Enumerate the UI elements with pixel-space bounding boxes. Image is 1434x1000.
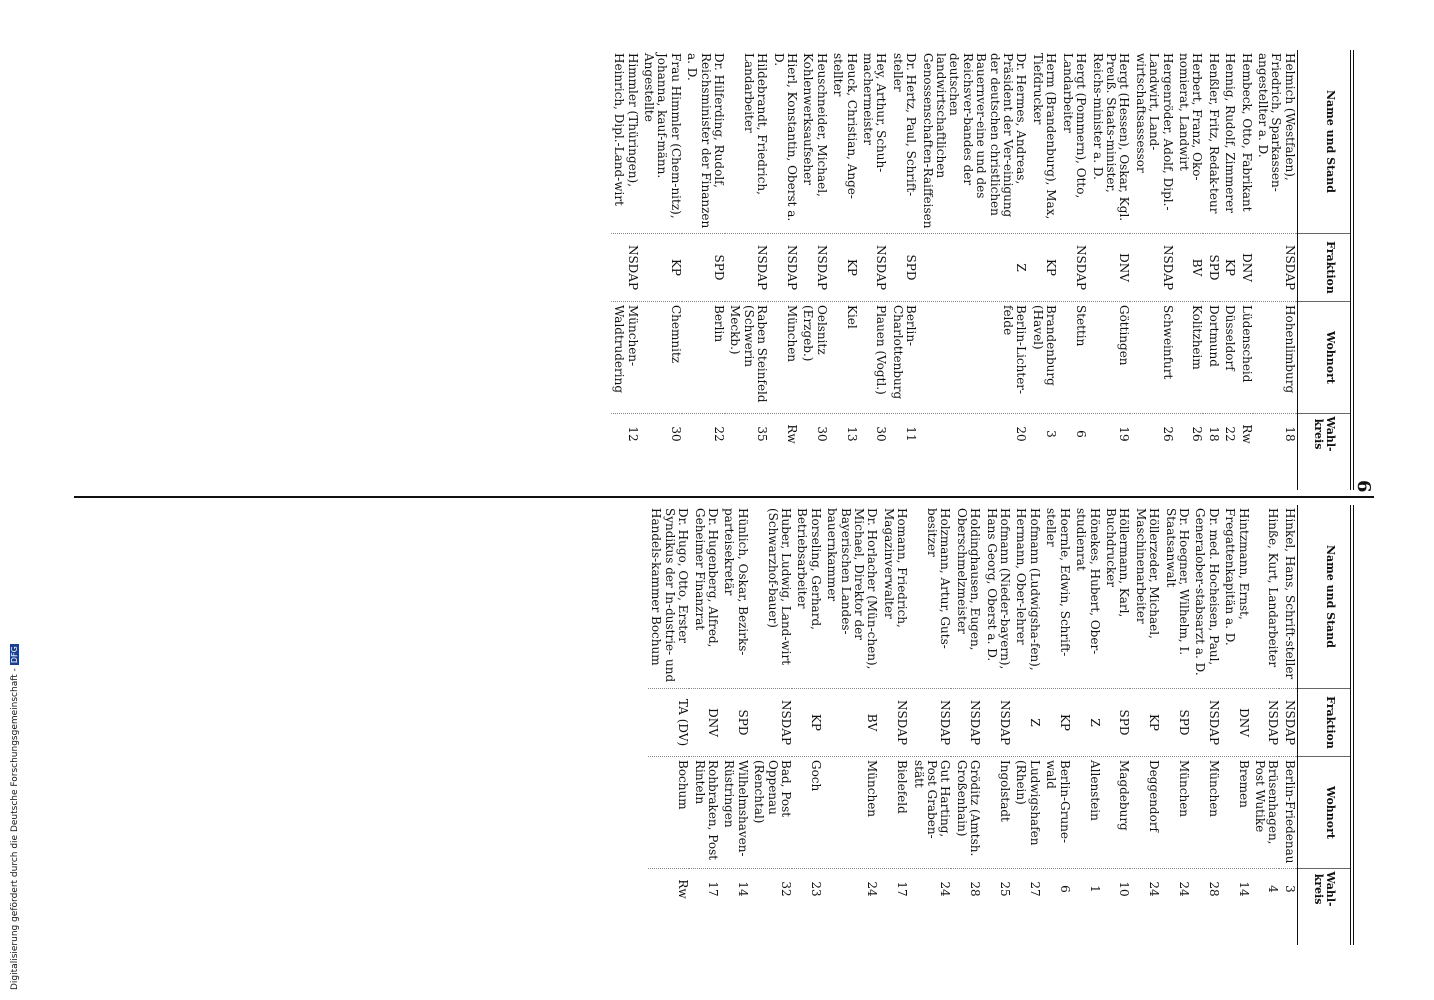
table-row: [1103, 505, 1132, 945]
member-wohnort: Düsseldorf: [1222, 302, 1237, 414]
member-wahlkreis: 24: [938, 881, 953, 897]
member-name: Hönekes, Hubert, Ober-studienrat: [1073, 505, 1102, 689]
header-wahlkreis: Wahl-kreis: [1311, 416, 1337, 452]
member-fraktion: DNV: [1222, 689, 1251, 757]
table-row: [1238, 50, 1253, 490]
member-fraktion: NSDAP: [860, 234, 889, 302]
right-table-header: [1298, 505, 1350, 945]
member-wahlkreis: 13: [844, 426, 859, 442]
table-row: [1073, 505, 1102, 945]
member-wohnort: Berlin-Friedenau: [1281, 757, 1296, 869]
member-wahlkreis: 19: [1117, 426, 1132, 442]
member-name: Hembeck, Otto, Fabrikant: [1238, 50, 1253, 234]
member-wahlkreis: 22: [1223, 426, 1238, 442]
table-row: [800, 50, 829, 490]
member-wohnort: Göttingen: [1089, 302, 1131, 414]
member-fraktion: DNV: [1089, 234, 1131, 302]
member-fraktion: NSDAP: [953, 689, 982, 757]
member-wahlkreis: 10: [1117, 881, 1132, 897]
member-fraktion: KP: [1043, 689, 1072, 757]
member-fraktion: NSDAP: [770, 234, 799, 302]
member-wohnort: Chemnitz: [641, 302, 683, 414]
member-name: Herm (Brandenburg), Max, Tiefdrucker: [1030, 50, 1059, 234]
table-row: [1192, 505, 1221, 945]
member-wahlkreis: 24: [1176, 881, 1191, 897]
member-name: Hildebrandt, Friedrich, Landarbeiter: [727, 50, 769, 234]
member-fraktion: NSDAP: [1281, 689, 1296, 757]
member-fraktion: NSDAP: [751, 689, 793, 757]
header-name: Name und Stand: [1298, 505, 1350, 689]
member-wohnort: Allenstein: [1073, 757, 1102, 869]
member-wahlkreis: 6: [1057, 885, 1072, 893]
table-row: [641, 50, 683, 490]
member-fraktion: KP: [830, 234, 859, 302]
member-wahlkreis: 4: [1266, 885, 1281, 893]
member-fraktion: Z: [1013, 689, 1042, 757]
member-fraktion: NSDAP: [1059, 234, 1088, 302]
member-name: Hofmann (Ludwigsha-fen), Hermann, Ober-lehrer: [1013, 505, 1042, 689]
member-name: Hey, Arthur, Schuh-machermeister: [860, 50, 889, 234]
member-wohnort: Ludwigshafen (Rhein): [1013, 757, 1042, 869]
member-name: Helmich (Westfalen), Friedrich, Sparkassen-angestellter a. D.: [1255, 50, 1297, 234]
member-wahlkreis: 14: [735, 881, 750, 897]
member-wohnort: Kolitzheim: [1176, 302, 1205, 414]
table-row: [983, 505, 1012, 945]
table-row: [910, 505, 952, 945]
member-wahlkreis: 20: [1014, 426, 1029, 442]
member-name: Hünlich, Oskar, Bezirks-parteisekretär: [721, 505, 750, 689]
member-name: Hofmann (Nieder-bayern), Hans Georg, Oberst a. D.: [983, 505, 1012, 689]
member-name: Horseling, Gerhard, Betriebsarbeiter: [794, 505, 823, 689]
left-table-body: [611, 50, 1297, 490]
member-wahlkreis: 14: [1236, 881, 1251, 897]
table-row: [824, 505, 880, 945]
member-fraktion: NSDAP: [800, 234, 829, 302]
member-wohnort: Berlin-Lichter-felde: [919, 302, 1028, 414]
member-name: Hennig, Rudolf, Zimmerer: [1222, 50, 1237, 234]
header-fraktion: Fraktion: [1298, 689, 1350, 757]
member-fraktion: SPD: [1205, 234, 1220, 302]
member-wohnort: Schweinfurt: [1132, 302, 1174, 414]
member-wohnort: Raben Steinfeld (Schwerin Meckb.): [727, 302, 769, 414]
member-name: Hierl, Konstantin, Oberst a. D.: [770, 50, 799, 234]
member-wohnort: Brüsenhagen, Post Wutike: [1252, 757, 1281, 869]
member-fraktion: SPD: [1103, 689, 1132, 757]
table-row: [1222, 505, 1251, 945]
member-name: Höllermann, Karl, Buchdrucker: [1103, 505, 1132, 689]
digitization-note: [10, 644, 20, 990]
member-wohnort: München: [1162, 757, 1191, 869]
table-row: [794, 505, 823, 945]
member-fraktion: DNV: [1238, 234, 1253, 302]
member-wahlkreis: 32: [779, 881, 793, 897]
member-wohnort: Brandenburg (Havel): [1030, 302, 1059, 414]
member-fraktion: KP: [641, 234, 683, 302]
member-fraktion: NSDAP: [1252, 689, 1281, 757]
member-wohnort: Bochum: [648, 757, 690, 869]
table-row: [1281, 505, 1296, 945]
member-name: Homann, Friedrich, Magazinverwalter: [880, 505, 909, 689]
table-row: [953, 505, 982, 945]
right-table: [647, 505, 1354, 945]
table-row: [1030, 50, 1059, 490]
member-wahlkreis: 35: [755, 426, 770, 442]
member-wahlkreis: 23: [808, 881, 823, 897]
member-wahlkreis: 26: [1190, 426, 1205, 442]
table-row: [721, 505, 750, 945]
member-fraktion: SPD: [889, 234, 918, 302]
member-wohnort: Stettin: [1059, 302, 1088, 414]
dfg-logo: DFG: [10, 646, 19, 664]
member-fraktion: Z: [1073, 689, 1102, 757]
table-row: [751, 505, 793, 945]
member-name: Himmler (Thüringen), Heinrich, Dipl.-Land-wirt: [611, 50, 640, 234]
table-row: [1132, 505, 1161, 945]
table-row: [727, 50, 769, 490]
member-wohnort: Goch: [794, 757, 823, 869]
member-wahlkreis: 12: [625, 426, 640, 442]
member-wohnort: München: [1192, 757, 1221, 869]
member-wohnort: Rohbraken, Post Rinteln: [691, 757, 720, 869]
member-wohnort: Hohenlimburg: [1255, 302, 1297, 414]
member-fraktion: NSDAP: [910, 689, 952, 757]
member-wahlkreis: 22: [711, 426, 726, 442]
member-wohnort: Berlin-Charlottenburg: [889, 302, 918, 414]
table-row: [860, 50, 889, 490]
table-row: [648, 505, 690, 945]
member-wahlkreis: 27: [1027, 881, 1042, 897]
member-wohnort: Kiel: [830, 302, 859, 414]
member-wahlkreis: 28: [968, 881, 983, 897]
member-fraktion: Z: [919, 234, 1028, 302]
member-name: Hinkel, Hans, Schrift-steller: [1281, 505, 1296, 689]
member-name: Dr. Horlacher (Mün-chen), Michael, Direktor der Bayerischen Landes-bauernkammer: [824, 505, 880, 689]
member-name: Frau Himmler (Chem-nitz), Johanna, kauf-männ. Angestellte: [641, 50, 683, 234]
member-wohnort: Gut Harting, Post Graben-stätt: [910, 757, 952, 869]
left-table: [610, 50, 1354, 490]
table-row: [880, 505, 909, 945]
member-name: Hintzmann, Ernst, Fregattenkapitän a. D.: [1222, 505, 1251, 689]
member-wahlkreis: 30: [874, 426, 889, 442]
member-wahlkreis: 17: [895, 881, 910, 897]
member-wohnort: Berlin-Grune-wald: [1043, 757, 1072, 869]
member-fraktion: NSDAP: [983, 689, 1012, 757]
member-wohnort: Oelsnitz (Erzgeb.): [800, 302, 829, 414]
member-wohnort: Plauen (Vogtl.): [860, 302, 889, 414]
header-name: Name und Stand: [1298, 50, 1350, 234]
member-fraktion: KP: [1030, 234, 1059, 302]
left-table-header: [1298, 50, 1350, 490]
member-fraktion: BV: [1176, 234, 1205, 302]
table-row: [889, 50, 918, 490]
table-row: [1255, 50, 1297, 490]
member-name: Hergt (Hessen), Oskar, Kgl. Preuß. Staats-minister, Reichs-minister a. D.: [1089, 50, 1131, 234]
member-wahlkreis: 24: [865, 881, 880, 897]
column-divider: [74, 496, 1374, 498]
header-wohnort: Wohnort: [1298, 757, 1350, 869]
member-fraktion: KP: [1222, 234, 1237, 302]
member-name: Huber, Ludwig, Land-wirt (Schwarzhof-bauer): [751, 505, 793, 689]
member-fraktion: NSDAP: [1192, 689, 1221, 757]
table-row: [1132, 50, 1174, 490]
table-row: [1222, 50, 1237, 490]
member-name: Dr. Hilferding, Rudolf, Reichsminister der Finanzen a. D.: [684, 50, 726, 234]
member-fraktion: SPD: [1162, 689, 1191, 757]
right-table-body: [648, 505, 1297, 945]
member-wohnort: München: [770, 302, 799, 414]
table-row: [1043, 505, 1072, 945]
table-row: [1059, 50, 1088, 490]
footer-note: Digitalisierung gefördert durch die Deutsche Forschungsgemeinschaft -: [10, 668, 20, 990]
table-row: [1013, 505, 1042, 945]
member-name: Heuck, Christian, Ange-stellter: [830, 50, 859, 234]
member-fraktion: KP: [1132, 689, 1161, 757]
member-name: Dr. Hugo, Otto, Erster Syndikus der In-dustrie- und Handels-kammer Bochum: [648, 505, 690, 689]
member-wohnort: Lüdenscheid: [1238, 302, 1253, 414]
member-fraktion: NSDAP: [1132, 234, 1174, 302]
member-wohnort: Gröditz (Amtsh. Großenhain): [953, 757, 982, 869]
member-wohnort: Bad, Post Oppenau (Renchtal): [751, 757, 793, 869]
member-wohnort: Magdeburg: [1103, 757, 1132, 869]
member-wahlkreis: 11: [904, 426, 919, 442]
member-wahlkreis: 3: [1044, 430, 1059, 438]
member-name: Hoernle, Edwin, Schrift-steller: [1043, 505, 1072, 689]
member-wohnort: Berlin: [684, 302, 726, 414]
member-wahlkreis: 28: [1206, 881, 1221, 897]
member-name: Henßler, Fritz, Redak-teur: [1205, 50, 1220, 234]
table-row: [1176, 50, 1205, 490]
member-wohnort: München-Waldtrudering: [611, 302, 640, 414]
table-row: [830, 50, 859, 490]
member-fraktion: NSDAP: [727, 234, 769, 302]
page-number: 6: [1353, 480, 1374, 493]
member-name: Hergenröder, Adolf, Dipl.-Landwirt, Land-wirtschaftsassessor: [1132, 50, 1174, 234]
member-fraktion: NSDAP: [880, 689, 909, 757]
member-name: Höllerzeder, Michael, Maschinenarbeiter: [1132, 505, 1161, 689]
member-wahlkreis: 24: [1147, 881, 1162, 897]
member-name: Heuschneider, Michael, Kohlenwerksaufseher: [800, 50, 829, 234]
header-wohnort: Wohnort: [1298, 302, 1350, 414]
member-name: Hinße, Kurt, Landarbeiter: [1252, 505, 1281, 689]
member-wahlkreis: 1: [1087, 885, 1102, 893]
member-wahlkreis: 30: [668, 426, 683, 442]
table-row: [684, 50, 726, 490]
member-wahlkreis: Rw: [676, 879, 691, 899]
table-row: [919, 50, 1028, 490]
member-name: Dr. med. Hocheisen, Paul, Generalober-stabsarzt a. D.: [1192, 505, 1221, 689]
member-wahlkreis: Rw: [1239, 424, 1254, 444]
table-row: [770, 50, 799, 490]
table-row: [1205, 50, 1220, 490]
member-fraktion: SPD: [684, 234, 726, 302]
member-fraktion: TA (DV): [648, 689, 690, 757]
member-name: Dr. Hoegner, Wilhelm, I. Staatsanwalt: [1162, 505, 1191, 689]
member-wahlkreis: 26: [1160, 426, 1175, 442]
member-name: Holzmann, Artur, Guts-besitzer: [910, 505, 952, 689]
member-name: Hergt (Pommern), Otto, Landarbeiter: [1059, 50, 1088, 234]
member-wahlkreis: Rw: [785, 424, 799, 444]
member-fraktion: NSDAP: [611, 234, 640, 302]
member-name: Holdinghausen, Eugen, Oberschmelzmeister: [953, 505, 982, 689]
member-wohnort: Wilhelmshaven-Rüstringen: [721, 757, 750, 869]
member-wahlkreis: 18: [1282, 426, 1297, 442]
member-name: Dr. Hertz, Paul, Schrift-steller: [889, 50, 918, 234]
member-wahlkreis: 17: [705, 881, 720, 897]
member-wahlkreis: 18: [1206, 426, 1221, 442]
member-wahlkreis: 6: [1074, 430, 1089, 438]
header-fraktion: Fraktion: [1298, 234, 1350, 302]
member-name: Dr. Hermes, Andreas, Präsident der Ver-einigung der deutschen christlichen Bauernver-eine und des Reichsver-bandes der deutschen landwirtschaftlichen Genossenschaften-Raiffeisen: [919, 50, 1028, 234]
member-fraktion: DNV: [691, 689, 720, 757]
member-fraktion: NSDAP: [1255, 234, 1297, 302]
member-wohnort: München: [824, 757, 880, 869]
member-fraktion: KP: [794, 689, 823, 757]
table-row: [1089, 50, 1131, 490]
member-wahlkreis: 25: [998, 881, 1013, 897]
table-row: [611, 50, 640, 490]
member-wahlkreis: 3: [1282, 885, 1297, 893]
table-row: [1162, 505, 1191, 945]
member-wohnort: Bremen: [1222, 757, 1251, 869]
member-name: Dr. Hugenberg, Alfred, Geheimer Finanzrat: [691, 505, 720, 689]
member-wohnort: Deggendorf: [1132, 757, 1161, 869]
table-row: [1252, 505, 1281, 945]
member-name: Herbert, Franz, Oko-nomierat, Landwirt: [1176, 50, 1205, 234]
header-wahlkreis: Wahl-kreis: [1311, 871, 1337, 907]
member-fraktion: BV: [824, 689, 880, 757]
member-wohnort: Ingolstadt: [983, 757, 1012, 869]
table-row: [691, 505, 720, 945]
member-wohnort: Bielefeld: [880, 757, 909, 869]
member-fraktion: SPD: [721, 689, 750, 757]
member-wahlkreis: 30: [814, 426, 829, 442]
member-wohnort: Dortmund: [1205, 302, 1220, 414]
